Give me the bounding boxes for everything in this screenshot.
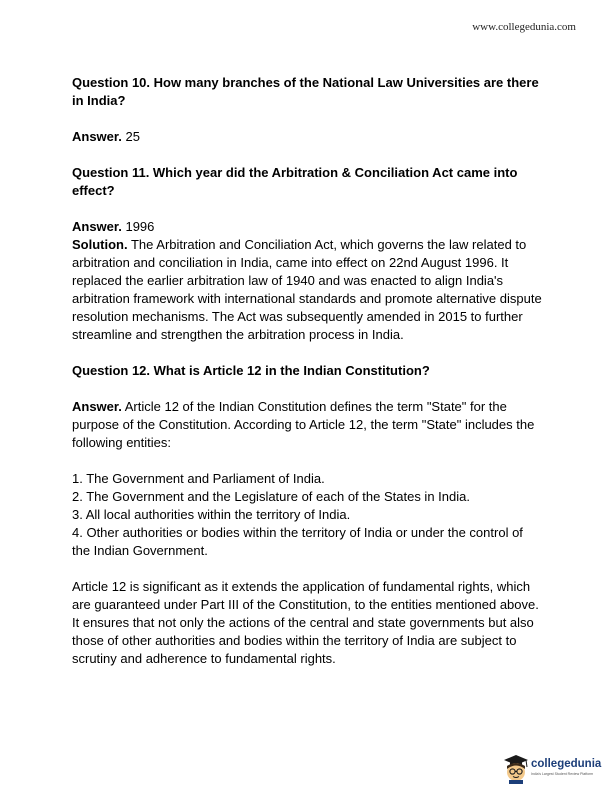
question-12: Question 12. What is Article 12 in the Indian Constitution?	[72, 363, 430, 378]
question-11: Question 11. Which year did the Arbitration & Conciliation Act came into effect?	[72, 165, 518, 198]
question-10: Question 10. How many branches of the National Law Universities are there in India?	[72, 75, 539, 108]
answer-label: Answer.	[72, 399, 122, 414]
solution-text: The Arbitration and Conciliation Act, which governs the law related to arbitration and conciliation in India, came into effect on 22nd August 1996. It replaced the earlier arbitration law of 1940 and was enacted to align India's arbitration framework with international standards and promote alternative dispute resolution mechanisms. The Act was subsequently amended in 2015 to further streamline and strengthen the arbitration process in India.	[72, 237, 542, 342]
solution-label: Solution.	[72, 237, 128, 252]
answer-text: 25	[121, 129, 140, 144]
answer-11	[72, 218, 542, 236]
qa-content	[72, 74, 542, 686]
state-entities-list	[72, 470, 542, 560]
list-item: 1. The Government and Parliament of India.	[72, 471, 325, 486]
list-item: 4. Other authorities or bodies within the territory of India or under the control of the Indian Government.	[72, 525, 523, 558]
student-mascot-icon	[500, 752, 532, 784]
solution-11	[72, 236, 542, 344]
logo-tagline: India's Largest Student Review Platform	[531, 772, 594, 776]
answer-text: Article 12 of the Indian Constitution defines the term "State" for the purpose of the Constitution. According to Article 12, the term "State" includes the following entities:	[72, 399, 535, 450]
answer-10	[72, 128, 542, 146]
list-item: 3. All local authorities within the territory of India.	[72, 507, 351, 522]
answer-label: Answer.	[72, 129, 122, 144]
list-item: 2. The Government and the Legislature of each of the States in India.	[72, 489, 470, 504]
collegedunia-logo	[500, 752, 602, 784]
source-url: www.collegedunia.com	[472, 21, 576, 33]
answer-12	[72, 398, 542, 452]
logo-text: collegedunia	[531, 758, 602, 770]
closing-paragraph: Article 12 is significant as it extends the application of fundamental rights, which are guaranteed under Part III of the Constitution, to the entities mentioned above. It ensures that not only the actions of the central and state governments but also those of other authorities and bodies within the territory of India are subject to scrutiny and adherence to fundamental rights.	[72, 579, 539, 666]
answer-text: 1996	[121, 219, 155, 234]
answer-label: Answer.	[72, 219, 122, 234]
